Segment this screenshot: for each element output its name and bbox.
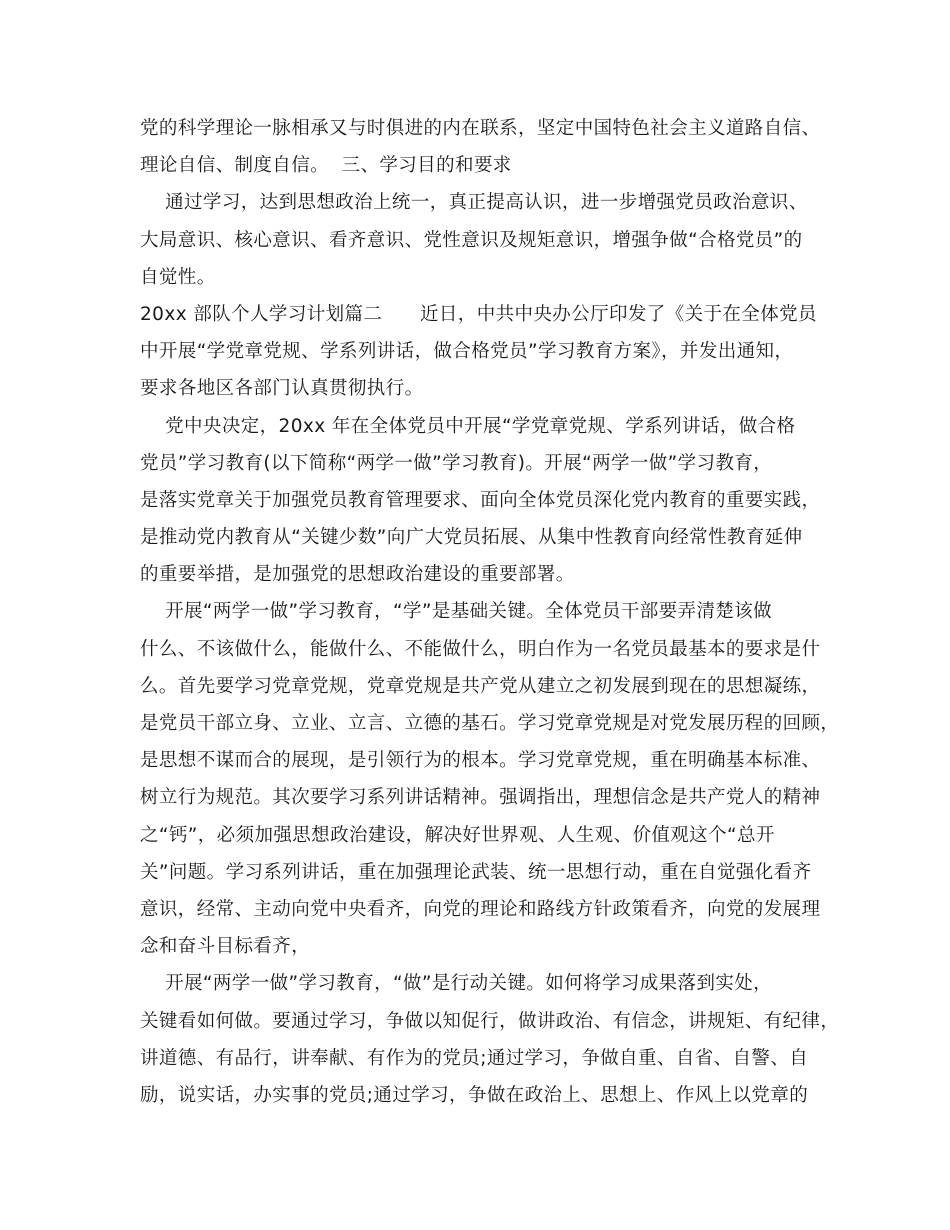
text-line: 党的科学理论一脉相承又与时俱进的内在联系，坚定中国特色社会主义道路自信、 [140, 118, 821, 139]
text-line: 理论自信、制度自信。 三、学习目的和要求 [140, 155, 512, 177]
document-body [140, 110, 840, 1114]
text-line: 是落实党章关于加强党员教育管理要求、面向全体党员深化党内教育的重要实践， [140, 489, 821, 511]
text-line: 大局意识、核心意识、看齐意识、党性意识及规矩意识，增强争做“合格党员”的 [140, 229, 803, 251]
text-line: 关”问题。学习系列讲话，重在加强理论武装、统一思想行动，重在自觉强化看齐 [140, 861, 812, 883]
text-line: 讲道德、有品行，讲奉献、有作为的党员;通过学习，争做自重、自省、自警、自 [140, 1047, 809, 1069]
section-heading-line: 20xx 部队个人学习计划篇二 近日，中共中央办公厅印发了《关于在全体党员 [140, 303, 817, 325]
text-line: 要求各地区各部门认真贯彻执行。 [140, 378, 424, 400]
text-line: 念和奋斗目标看齐， [140, 936, 311, 958]
text-line: 是推动党内教育从“关键少数”向广大党员拓展、从集中性教育向经常性教育延伸 [140, 527, 803, 549]
text-line: 通过学习，达到思想政治上统一，真正提高认识，进一步增强党员政治意识、 [140, 192, 808, 214]
text-line: 开展“两学一做”学习教育，“学”是基础关键。全体党员干部要弄清楚该做 [140, 601, 773, 623]
text-line: 么。首先要学习党章党规，党章党规是共产党从建立之初发展到现在的思想凝练， [140, 675, 821, 697]
text-line: 党中央决定，20xx 年在全体党员中开展“学党章党规、学系列讲话，做合格 [140, 415, 796, 437]
text-line: 是党员干部立身、立业、立言、立德的基石。学习党章党规是对党发展历程的回顾， [140, 713, 840, 734]
text-line: 党员”学习教育(以下简称“两学一做”学习教育)。开展“两学一做”学习教育， [140, 452, 773, 474]
text-line: 的重要举措，是加强党的思想政治建设的重要部署。 [140, 564, 575, 586]
text-line: 意识，经常、主动向党中央看齐，向党的理论和路线方针政策看齐，向党的发展理 [140, 898, 821, 920]
text-line: 开展“两学一做”学习教育，“做”是行动关键。如何将学习成果落到实处， [140, 973, 773, 995]
text-line: 自觉性。 [140, 266, 216, 288]
text-line: 励，说实话，办实事的党员;通过学习，争做在政治上、思想上、作风上以党章的 [140, 1084, 809, 1106]
text-line: 之“钙”，必须加强思想政治建设，解决好世界观、人生观、价值观这个“总开 [140, 824, 775, 846]
text-line: 什么、不该做什么，能做什么、不能做什么，明白作为一名党员最基本的要求是什 [140, 638, 821, 660]
text-line: 是思想不谋而合的展现，是引领行为的根本。学习党章党规，重在明确基本标准、 [140, 750, 821, 772]
text-line: 中开展“学党章党规、学系列讲话，做合格党员”学习教育方案》，并发出通知， [140, 341, 794, 363]
text-line: 关键看如何做。要通过学习，争做以知促行，做讲政治、有信念，讲规矩、有纪律， [140, 1010, 840, 1032]
text-line: 树立行为规范。其次要学习系列讲话精神。强调指出，理想信念是共产党人的精神 [140, 787, 821, 809]
